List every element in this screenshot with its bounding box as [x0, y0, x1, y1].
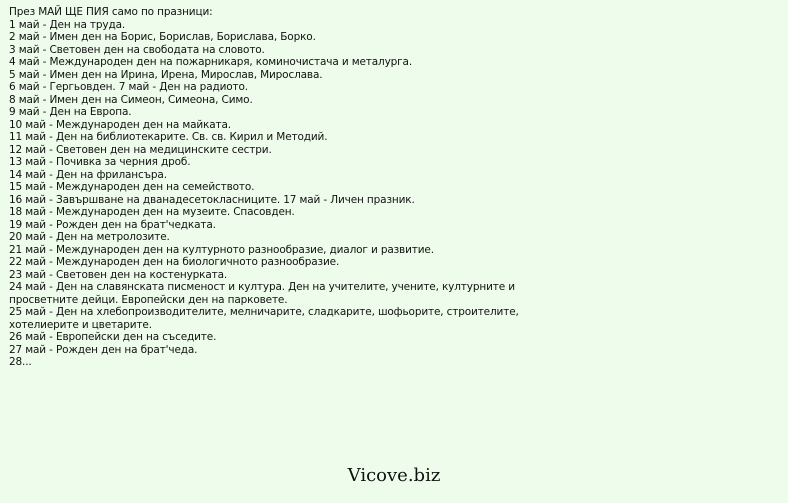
list-item: 4 май - Международен ден на пожарникаря, коминочистача и металурга.	[9, 56, 413, 68]
list-item: 18 май - Международен ден на музеите. Спасовден.	[9, 206, 295, 218]
list-item: 26 май - Европейски ден на съседите.	[9, 331, 217, 343]
list-item: 16 май - Завършване на дванадесетокласниците. 17 май - Личен празник.	[9, 193, 415, 206]
list-item: 23 май - Световен ден на костенурката.	[9, 268, 228, 281]
list-item: 28...	[9, 356, 32, 368]
list-item: 3 май - Световен ден на свободата на словото.	[9, 43, 265, 56]
list-item: 19 май - Рожден ден на брат'чедката.	[9, 218, 216, 231]
list-item: 14 май - Ден на фрилансъра.	[9, 168, 167, 181]
list-item: 13 май - Почивка за черния дроб.	[9, 156, 191, 168]
list-item: 15 май - Международен ден на семейството.	[9, 181, 255, 193]
list-item: 20 май - Ден на метролозите.	[9, 231, 170, 243]
list-item: 1 май - Ден на труда.	[9, 18, 126, 31]
list-item: 2 май - Имен ден на Борис, Борислав, Борислава, Борко.	[9, 31, 316, 43]
list-item: 11 май - Ден на библиотекарите. Св. св. Кирил и Методий.	[9, 131, 328, 143]
list-item: 22 май - Международен ден на биологичното разнообразие.	[9, 256, 340, 268]
list-item: 12 май - Световен ден на медицинските сестри.	[9, 143, 272, 156]
joke-title: През МАЙ ЩЕ ПИЯ само по празници:	[9, 6, 213, 18]
list-item: 5 май - Имен ден на Ирина, Ирена, Мирослав, Мирослава.	[9, 68, 323, 81]
list-item: 9 май - Ден на Европа.	[9, 106, 132, 118]
list-item: 27 май - Рожден ден на брат'чеда.	[9, 343, 198, 356]
list-item: 6 май - Гергьовден. 7 май - Ден на радиото.	[9, 81, 248, 93]
list-item: 8 май - Имен ден на Симеон, Симеона, Симо.	[9, 93, 253, 106]
list-item: 25 май - Ден на хлебопроизводителите, мелничарите, сладкарите, шофьорите, строителите, хотелиерите и цветарите.	[9, 306, 519, 331]
list-item: 24 май - Ден на славянската писменост и култура. Ден на учителите, учените, културните и просветните дейци. Европейски ден на парковете.	[9, 281, 515, 306]
list-item: 21 май - Международен ден на културното разнообразие, диалог и развитие.	[9, 243, 434, 256]
list-item: 10 май - Международен ден на майката.	[9, 118, 231, 131]
site-watermark: Vicove.biz	[347, 465, 441, 486]
joke-text	[9, 6, 569, 369]
